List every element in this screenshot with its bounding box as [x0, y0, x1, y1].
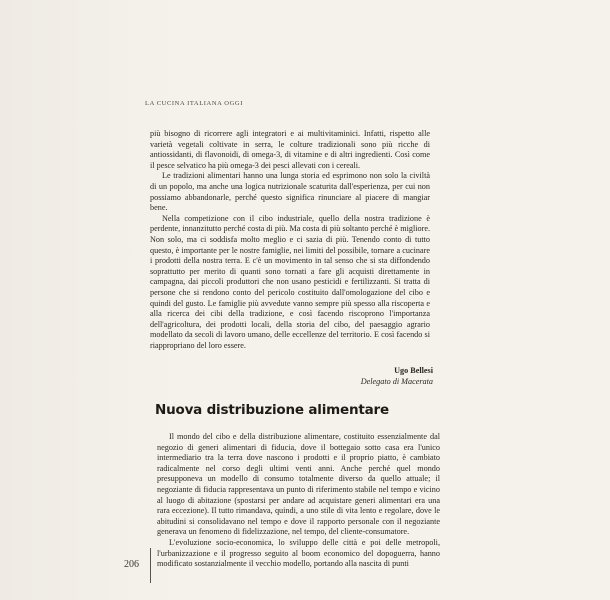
paragraph: L'evoluzione socio-economica, lo sviluppo delle città e poi delle metropoli, l'urbanizzazione e il progresso seguito al boom economico del dopoguerra, hanno modificato sostanzialmente il vecchio modello, portando alla nascita di punti	[157, 537, 440, 569]
paragraph: Le tradizioni alimentari hanno una lunga storia ed esprimono non solo la civiltà di un popolo, ma anche una logica nutrizionale scaturita dall'esperienza, per cui non possiamo abbandonarle, perché questo significa rinunciare al piacere di mangiar bene.	[150, 171, 430, 213]
running-head: LA CUCINA ITALIANA OGGI	[145, 100, 243, 107]
bottom-text-column	[157, 432, 440, 570]
paragraph: più bisogno di ricorrere agli integratori e ai multivitaminici. Infatti, rispetto alle varietà vegetali coltivate in serra, le colture tradizionali sono più ricche di antiossidanti, di flavonoidi, di omega-3, di vitamine e di altri ingredienti. Così come il pesce selvatico ha più omega-3 dei pesci allevati con i cereali.	[150, 129, 430, 170]
paragraph: Nella competizione con il cibo industriale, quello della nostra tradizione è perdente, innanzitutto perché costa di più. Ma costa di più soltanto perché è migliore. Non solo, ma ci soddisfa molto meglio e ci sazia di più. Tenendo conto di tutto questo, è importante per le nostre famiglie, nei limiti del possibile, tornare a cucinare i prodotti della nostra terra. E c'è un movimento in tal senso che si sta diffondendo soprattutto per merito di quanti sono tornati a fare gli acquisti direttamente in campagna, dai piccoli produttori che non usano pesticidi e fertilizzanti. Si tratta di persone che si rendono conto del pericolo costituito dall'omologazione del cibo e quindi del gusto. Le famiglie più avvedute vanno sempre più spesso alla riscoperta e alla ricerca dei cibi della tradizione, e così facendo riscoprono l'importanza dell'agricoltura, dei prodotti locali, della storia del cibo, del paesaggio agrario modellato da secoli di lavoro umano, delle eccellenze del territorio. E così facendo si riappropriano del loro essere.	[150, 213, 430, 350]
section-title: Nuova distribuzione alimentare	[155, 402, 389, 418]
top-text-column	[150, 129, 430, 351]
margin-rule	[150, 548, 151, 583]
page-number: 206	[124, 559, 139, 570]
signature-name: Ugo Bellesi	[394, 366, 433, 375]
signature-role: Delegato di Macerata	[360, 377, 433, 386]
paragraph: Il mondo del cibo e della distribuzione alimentare, costituito essenzialmente dal negozio di generi alimentari di fiducia, dove il bottegaio sotto casa era l'unico intermediario tra la terra dove nascono i prodotti e il proprio piatto, è cambiato radicalmente nel corso degli ultimi venti anni. Anche perché quel mondo presupponeva un modello di consumo totalmente diverso da quello attuale; il negoziante di fiducia rappresentava un punto di riferimento stabile nel tempo e vicino al luogo di abitazione (spostarsi per andare ad acquistare generi alimentari era una rara eccezione). Il tutto rimandava, quindi, a uno stile di vita lento e regolare, dove le abitudini si consolidavano nel tempo e dove il rapporto personale con il negoziante generava un fenomeno di fidelizzazione, nel tempo, del cliente-consumatore.	[157, 432, 440, 537]
